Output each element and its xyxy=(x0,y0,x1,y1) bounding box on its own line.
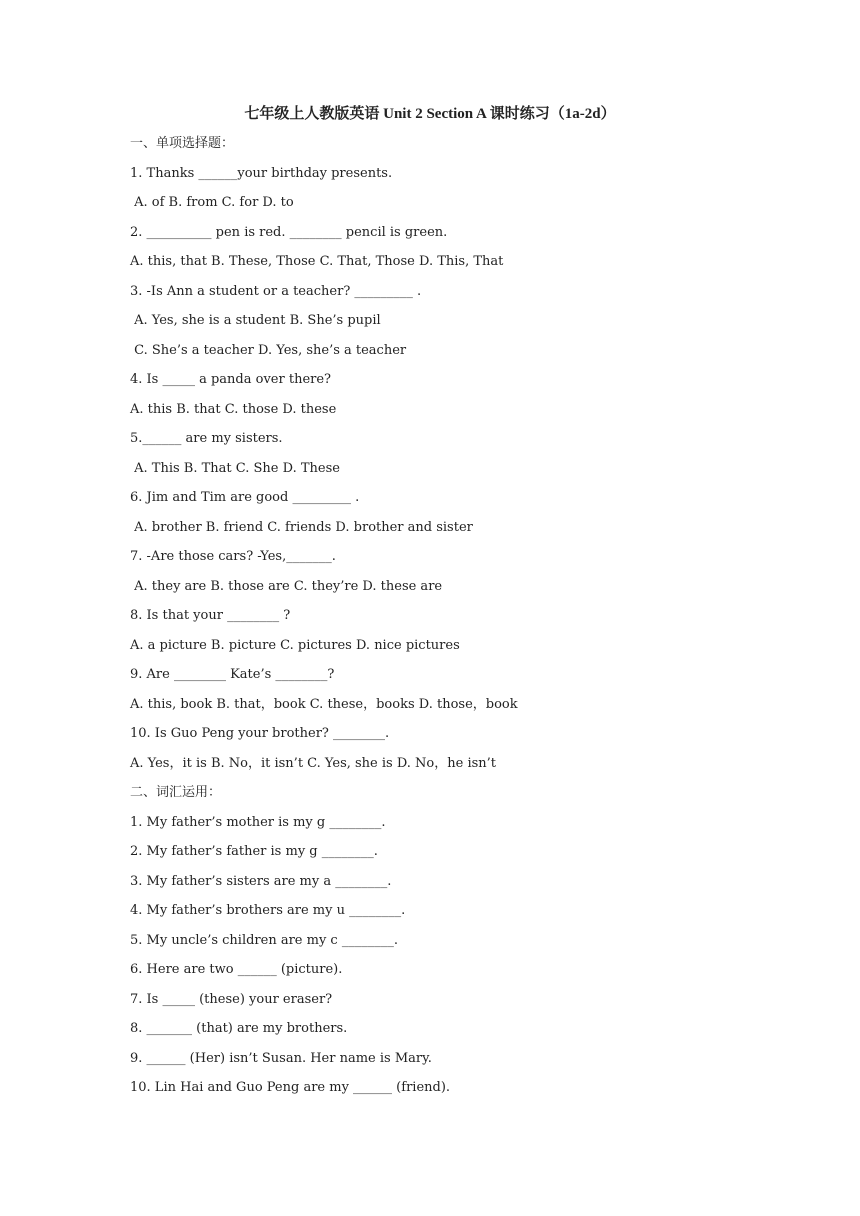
question-line: C. She’s a teacher D. Yes, she’s a teacher xyxy=(130,342,407,358)
question-line: 4. Is _____ a panda over there? xyxy=(130,372,332,387)
section-heading: 二、词汇运用： xyxy=(130,785,222,800)
question-line: A. This B. That C. She D. These xyxy=(130,460,340,476)
question-line: A. Yes, she is a student B. She’s pupil xyxy=(130,313,381,328)
question-line: 9. Are ________ Kate’s ________? xyxy=(130,667,335,682)
vocab-line: 7. Is _____ (these) your eraser? xyxy=(130,991,333,1007)
question-line: 7. -Are those cars? -Yes,_______. xyxy=(130,549,336,564)
vocab-line: 4. My father’s brothers are my u ________. xyxy=(130,903,406,918)
question-line: A. this B. that C. those D. these xyxy=(130,401,337,417)
vocab-line: 8. _______ (that) are my brothers. xyxy=(130,1021,348,1036)
question-line: A. a picture B. picture C. pictures D. nice pictures xyxy=(130,637,460,653)
question-line: 2. __________ pen is red. ________ pencil is green. xyxy=(130,224,448,240)
question-line: A. this, that B. These, Those C. That, Those D. This, That xyxy=(130,254,504,269)
vocab-line: 3. My father’s sisters are my a ________. xyxy=(130,873,392,889)
question-line: 5.______ are my sisters. xyxy=(130,431,283,446)
vocab-line: 9. ______ (Her) isn’t Susan. Her name is Mary. xyxy=(130,1050,432,1066)
document-body xyxy=(130,133,830,1107)
vocab-line: 1. My father’s mother is my g ________. xyxy=(130,814,386,830)
question-line: 3. -Is Ann a student or a teacher? _________ . xyxy=(130,283,422,299)
question-line: 6. Jim and Tim are good _________ . xyxy=(130,490,360,505)
question-line: 10. Is Guo Peng your brother? ________. xyxy=(130,726,390,741)
question-line: A. they are B. those are C. they’re D. these are xyxy=(130,578,443,594)
vocab-line: 10. Lin Hai and Guo Peng are my ______ (friend). xyxy=(130,1080,451,1095)
question-line: 1. Thanks ______your birthday presents. xyxy=(130,165,393,181)
question-line: A. this, book B. that，book C. these，books D. those，book xyxy=(130,696,518,712)
vocab-line: 5. My uncle’s children are my c ________. xyxy=(130,932,398,948)
question-line: 8. Is that your ________ ? xyxy=(130,608,291,623)
document-title: 七年级上人教版英语 Unit 2 Section A 课时练习（1a-2d） xyxy=(244,106,616,122)
question-line: A. brother B. friend C. friends D. brother and sister xyxy=(130,519,473,535)
vocab-line: 6. Here are two ______ (picture). xyxy=(130,962,343,977)
question-line: A. Yes，it is B. No，it isn’t C. Yes, she is D. No，he isn’t xyxy=(130,755,497,771)
section-heading: 一、单项选择题： xyxy=(130,136,235,151)
vocab-line: 2. My father’s father is my g ________. xyxy=(130,844,378,859)
question-line: A. of B. from C. for D. to xyxy=(130,195,294,210)
